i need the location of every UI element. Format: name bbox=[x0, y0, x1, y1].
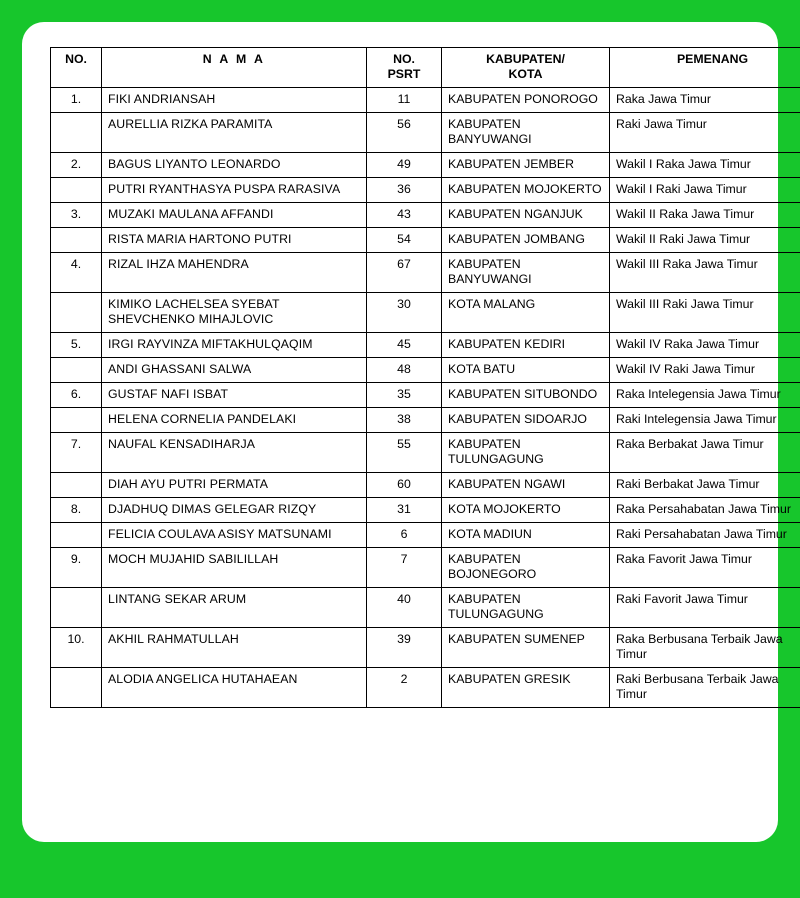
table-row bbox=[51, 113, 800, 153]
table-row bbox=[51, 293, 800, 333]
cell-no bbox=[51, 588, 102, 628]
table-body bbox=[51, 88, 800, 708]
result-card bbox=[22, 22, 791, 842]
cell-pemenang: Wakil II Raki Jawa Timur bbox=[610, 228, 800, 253]
header-kabupaten-kota bbox=[442, 48, 610, 88]
cell-pemenang: Wakil III Raka Jawa Timur bbox=[610, 253, 800, 293]
header-no-psrt bbox=[367, 48, 442, 88]
cell-nama: KIMIKO LACHELSEA SYEBAT SHEVCHENKO MIHAJLOVIC bbox=[102, 293, 367, 333]
table-row bbox=[51, 333, 800, 358]
header-kabupaten-line2: KOTA bbox=[508, 67, 543, 81]
cell-kabupaten: KABUPATEN JOMBANG bbox=[442, 228, 610, 253]
table-row bbox=[51, 203, 800, 228]
table-row bbox=[51, 523, 800, 548]
header-nama-label: N A M A bbox=[202, 52, 266, 66]
cell-no bbox=[51, 523, 102, 548]
cell-pemenang: Raka Berbusana Terbaik Jawa Timur bbox=[610, 628, 800, 668]
header-no: NO. bbox=[51, 48, 102, 88]
cell-no: 7. bbox=[51, 433, 102, 473]
header-kabupaten-line1: KABUPATEN/ bbox=[486, 52, 565, 66]
cell-nama: RIZAL IHZA MAHENDRA bbox=[102, 253, 367, 293]
cell-no bbox=[51, 113, 102, 153]
cell-pemenang: Raka Favorit Jawa Timur bbox=[610, 548, 800, 588]
cell-pemenang: Raki Berbakat Jawa Timur bbox=[610, 473, 800, 498]
cell-nama: AURELLIA RIZKA PARAMITA bbox=[102, 113, 367, 153]
cell-no: 1. bbox=[51, 88, 102, 113]
cell-no bbox=[51, 668, 102, 708]
cell-kabupaten: KABUPATEN PONOROGO bbox=[442, 88, 610, 113]
cell-no-psrt: 67 bbox=[367, 253, 442, 293]
cell-nama: AKHIL RAHMATULLAH bbox=[102, 628, 367, 668]
header-no-psrt-line2: PSRT bbox=[387, 67, 421, 81]
cell-pemenang: Raka Persahabatan Jawa Timur bbox=[610, 498, 800, 523]
cell-kabupaten: KABUPATEN KEDIRI bbox=[442, 333, 610, 358]
cell-nama: FIKI ANDRIANSAH bbox=[102, 88, 367, 113]
cell-kabupaten: KOTA MADIUN bbox=[442, 523, 610, 548]
cell-kabupaten: KABUPATEN NGANJUK bbox=[442, 203, 610, 228]
cell-nama: NAUFAL KENSADIHARJA bbox=[102, 433, 367, 473]
cell-pemenang: Wakil II Raka Jawa Timur bbox=[610, 203, 800, 228]
cell-no-psrt: 11 bbox=[367, 88, 442, 113]
header-row bbox=[51, 48, 800, 88]
cell-no-psrt: 6 bbox=[367, 523, 442, 548]
cell-no: 3. bbox=[51, 203, 102, 228]
cell-no-psrt: 38 bbox=[367, 408, 442, 433]
cell-no-psrt: 31 bbox=[367, 498, 442, 523]
cell-nama: FELICIA COULAVA ASISY MATSUNAMI bbox=[102, 523, 367, 548]
header-nama bbox=[102, 48, 367, 88]
cell-no-psrt: 35 bbox=[367, 383, 442, 408]
cell-no-psrt: 49 bbox=[367, 153, 442, 178]
cell-no: 4. bbox=[51, 253, 102, 293]
cell-no-psrt: 55 bbox=[367, 433, 442, 473]
cell-no-psrt: 56 bbox=[367, 113, 442, 153]
cell-no-psrt: 54 bbox=[367, 228, 442, 253]
header-pemenang: PEMENANG bbox=[610, 48, 800, 88]
cell-pemenang: Wakil I Raka Jawa Timur bbox=[610, 153, 800, 178]
cell-nama: RISTA MARIA HARTONO PUTRI bbox=[102, 228, 367, 253]
cell-no: 5. bbox=[51, 333, 102, 358]
cell-no: 10. bbox=[51, 628, 102, 668]
winners-table bbox=[50, 47, 800, 708]
table-row bbox=[51, 473, 800, 498]
cell-no-psrt: 48 bbox=[367, 358, 442, 383]
cell-kabupaten: KABUPATEN TULUNGAGUNG bbox=[442, 433, 610, 473]
cell-no bbox=[51, 293, 102, 333]
cell-no-psrt: 40 bbox=[367, 588, 442, 628]
cell-kabupaten: KABUPATEN SIDOARJO bbox=[442, 408, 610, 433]
cell-no: 9. bbox=[51, 548, 102, 588]
table-row bbox=[51, 588, 800, 628]
cell-no-psrt: 2 bbox=[367, 668, 442, 708]
table-row bbox=[51, 548, 800, 588]
cell-no bbox=[51, 358, 102, 383]
cell-kabupaten: KABUPATEN TULUNGAGUNG bbox=[442, 588, 610, 628]
cell-no-psrt: 7 bbox=[367, 548, 442, 588]
cell-kabupaten: KABUPATEN JEMBER bbox=[442, 153, 610, 178]
table-row bbox=[51, 628, 800, 668]
table-row bbox=[51, 498, 800, 523]
cell-pemenang: Wakil I Raki Jawa Timur bbox=[610, 178, 800, 203]
cell-no bbox=[51, 178, 102, 203]
cell-nama: HELENA CORNELIA PANDELAKI bbox=[102, 408, 367, 433]
header-no-psrt-line1: NO. bbox=[393, 52, 415, 66]
cell-nama: ANDI GHASSANI SALWA bbox=[102, 358, 367, 383]
cell-kabupaten: KABUPATEN BANYUWANGI bbox=[442, 253, 610, 293]
cell-kabupaten: KABUPATEN NGAWI bbox=[442, 473, 610, 498]
cell-pemenang: Raki Berbusana Terbaik Jawa Timur bbox=[610, 668, 800, 708]
cell-nama: DJADHUQ DIMAS GELEGAR RIZQY bbox=[102, 498, 367, 523]
cell-no-psrt: 39 bbox=[367, 628, 442, 668]
cell-nama: ALODIA ANGELICA HUTAHAEAN bbox=[102, 668, 367, 708]
cell-no bbox=[51, 228, 102, 253]
table-row bbox=[51, 88, 800, 113]
cell-no-psrt: 45 bbox=[367, 333, 442, 358]
cell-pemenang: Raka Jawa Timur bbox=[610, 88, 800, 113]
cell-kabupaten: KOTA BATU bbox=[442, 358, 610, 383]
cell-pemenang: Raki Favorit Jawa Timur bbox=[610, 588, 800, 628]
cell-no-psrt: 60 bbox=[367, 473, 442, 498]
cell-nama: LINTANG SEKAR ARUM bbox=[102, 588, 367, 628]
cell-nama: IRGI RAYVINZA MIFTAKHULQAQIM bbox=[102, 333, 367, 358]
cell-pemenang: Wakil IV Raka Jawa Timur bbox=[610, 333, 800, 358]
cell-no-psrt: 36 bbox=[367, 178, 442, 203]
table-row bbox=[51, 668, 800, 708]
table-header bbox=[51, 48, 800, 88]
table-row bbox=[51, 153, 800, 178]
cell-pemenang: Wakil IV Raki Jawa Timur bbox=[610, 358, 800, 383]
cell-kabupaten: KABUPATEN BANYUWANGI bbox=[442, 113, 610, 153]
cell-nama: DIAH AYU PUTRI PERMATA bbox=[102, 473, 367, 498]
cell-pemenang: Wakil III Raki Jawa Timur bbox=[610, 293, 800, 333]
cell-nama: BAGUS LIYANTO LEONARDO bbox=[102, 153, 367, 178]
cell-kabupaten: KABUPATEN SUMENEP bbox=[442, 628, 610, 668]
cell-no bbox=[51, 408, 102, 433]
cell-no-psrt: 30 bbox=[367, 293, 442, 333]
cell-no: 2. bbox=[51, 153, 102, 178]
table-row bbox=[51, 228, 800, 253]
cell-no bbox=[51, 473, 102, 498]
cell-nama: MOCH MUJAHID SABILILLAH bbox=[102, 548, 367, 588]
cell-kabupaten: KABUPATEN BOJONEGORO bbox=[442, 548, 610, 588]
table-row bbox=[51, 253, 800, 293]
cell-no: 6. bbox=[51, 383, 102, 408]
table-row bbox=[51, 358, 800, 383]
cell-nama: PUTRI RYANTHASYA PUSPA RARASIVA bbox=[102, 178, 367, 203]
cell-pemenang: Raki Jawa Timur bbox=[610, 113, 800, 153]
cell-kabupaten: KOTA MALANG bbox=[442, 293, 610, 333]
table-row bbox=[51, 383, 800, 408]
cell-kabupaten: KABUPATEN SITUBONDO bbox=[442, 383, 610, 408]
cell-nama: MUZAKI MAULANA AFFANDI bbox=[102, 203, 367, 228]
cell-nama: GUSTAF NAFI ISBAT bbox=[102, 383, 367, 408]
cell-kabupaten: KABUPATEN MOJOKERTO bbox=[442, 178, 610, 203]
cell-pemenang: Raka Berbakat Jawa Timur bbox=[610, 433, 800, 473]
cell-no: 8. bbox=[51, 498, 102, 523]
table-row bbox=[51, 408, 800, 433]
table-row bbox=[51, 433, 800, 473]
table-row bbox=[51, 178, 800, 203]
cell-no-psrt: 43 bbox=[367, 203, 442, 228]
cell-pemenang: Raki Persahabatan Jawa Timur bbox=[610, 523, 800, 548]
cell-kabupaten: KABUPATEN GRESIK bbox=[442, 668, 610, 708]
cell-kabupaten: KOTA MOJOKERTO bbox=[442, 498, 610, 523]
cell-pemenang: Raki Intelegensia Jawa Timur bbox=[610, 408, 800, 433]
cell-pemenang: Raka Intelegensia Jawa Timur bbox=[610, 383, 800, 408]
